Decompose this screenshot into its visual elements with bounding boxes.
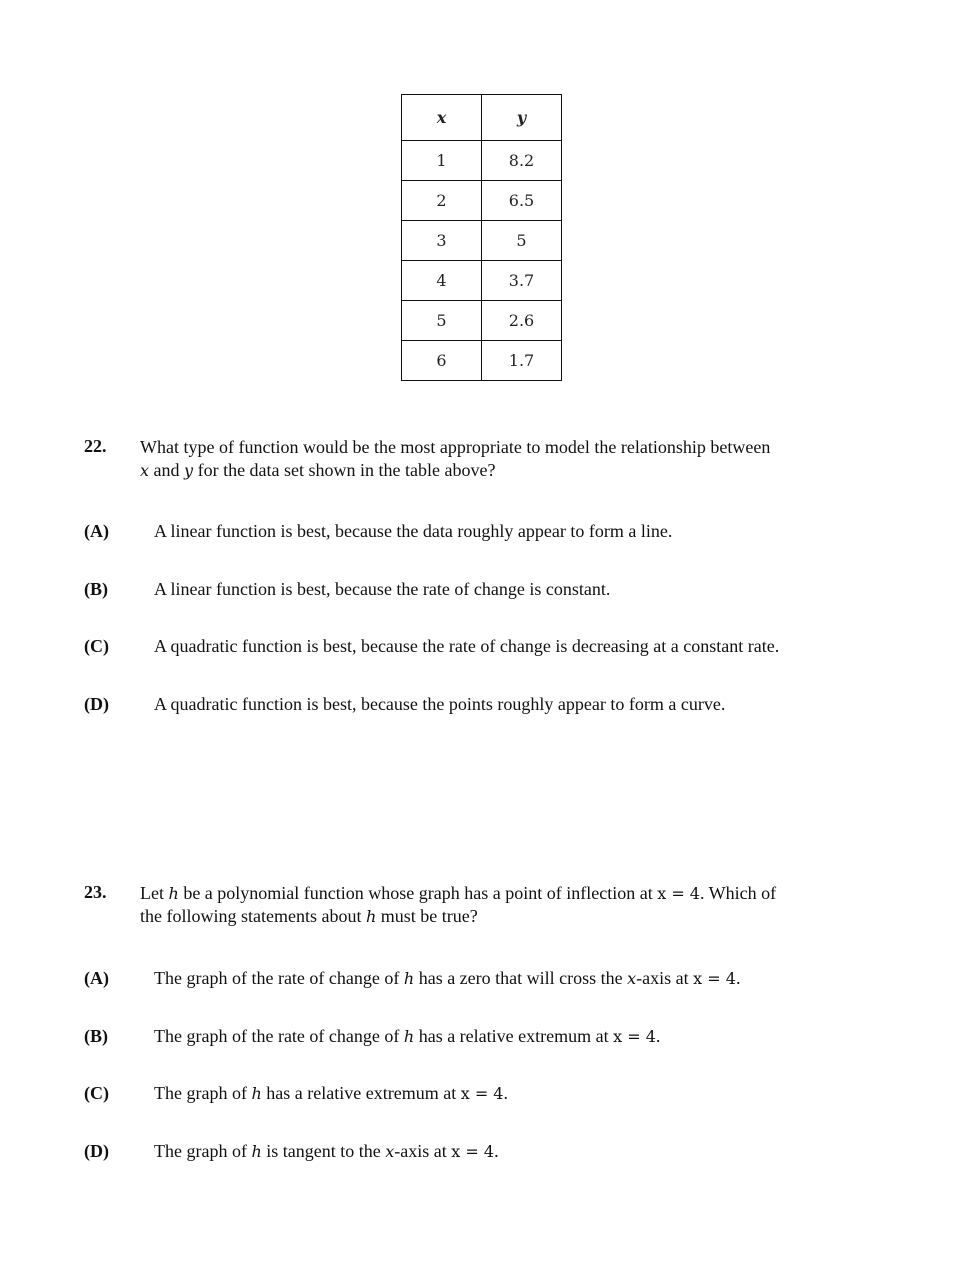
- choice-text-part: The graph of: [154, 1083, 252, 1103]
- choice-text: [154, 968, 740, 989]
- choice-text-part: .: [503, 1083, 508, 1103]
- choice-text: A linear function is best, because the rate of change is constant.: [154, 579, 611, 599]
- column-header-x: x: [402, 95, 482, 141]
- cell-x: 6: [402, 341, 482, 381]
- choice-text-part: has a relative extremum at: [261, 1083, 461, 1103]
- question-number: 22.: [84, 436, 107, 456]
- choice-letter: (B): [84, 1026, 108, 1046]
- cell-x: 2: [402, 181, 482, 221]
- question-stem-line-2: [140, 459, 880, 482]
- question-stem-line-2: [140, 905, 880, 928]
- cell-x: 4: [402, 261, 482, 301]
- q23-choice-c[interactable]: [84, 1083, 904, 1107]
- choice-letter: (A): [84, 521, 109, 541]
- data-table: [401, 94, 562, 381]
- choice-letter: (C): [84, 636, 109, 656]
- choice-text: A linear function is best, because the data roughly appear to form a line.: [154, 521, 673, 541]
- question-stem-line-1: What type of function would be the most appropriate to model the relationship between: [140, 437, 771, 457]
- var-h: h: [251, 1084, 262, 1103]
- question-stem: [140, 882, 880, 928]
- q22-choice-d[interactable]: [84, 694, 904, 718]
- q22-choice-b[interactable]: [84, 579, 904, 603]
- choice-letter: (B): [84, 579, 108, 599]
- choice-text-part: -axis at: [394, 1141, 452, 1161]
- table-row: [402, 301, 562, 341]
- choice-text-part: .: [494, 1141, 499, 1161]
- choice-letter: (D): [84, 694, 109, 714]
- equation-x-equals-4: x = 4: [460, 1084, 504, 1103]
- choice-text: A quadratic function is best, because the rate of change is decreasing at a constant rate.: [154, 636, 780, 656]
- choice-text: A quadratic function is best, because the points roughly appear to form a curve.: [154, 694, 726, 714]
- table-header-row: [402, 95, 562, 141]
- cell-y: 1.7: [482, 341, 562, 381]
- stem-text: . Which of: [699, 883, 777, 903]
- stem-text: be a polynomial function whose graph has a point of inflection at: [178, 883, 658, 903]
- equation-x-equals-4: x = 4: [693, 969, 736, 988]
- var-h: h: [403, 969, 415, 988]
- choice-text-part: .: [735, 968, 741, 988]
- q23-choice-d[interactable]: [84, 1141, 904, 1165]
- cell-x: 3: [402, 221, 482, 261]
- equation-x-equals-4: x = 4: [657, 884, 700, 903]
- q22-choice-c[interactable]: [84, 636, 904, 660]
- table-row: [402, 341, 562, 381]
- choice-text: [154, 1141, 499, 1162]
- var-h: h: [251, 1142, 262, 1161]
- var-x: x: [627, 969, 637, 988]
- choice-letter: (A): [84, 968, 109, 988]
- var-h: h: [403, 1027, 415, 1046]
- table-row: [402, 261, 562, 301]
- cell-y: 8.2: [482, 141, 562, 181]
- table-row: [402, 221, 562, 261]
- question-stem: [140, 436, 880, 482]
- question-number: 23.: [84, 882, 107, 902]
- stem-text: Let: [140, 883, 169, 903]
- column-header-y: y: [482, 95, 562, 141]
- choice-text-part: -axis at: [636, 968, 694, 988]
- cell-y: 6.5: [482, 181, 562, 221]
- cell-x: 1: [402, 141, 482, 181]
- equation-x-equals-4: x = 4: [451, 1142, 495, 1161]
- var-h: h: [168, 884, 179, 903]
- table-row: [402, 141, 562, 181]
- q23-choice-b[interactable]: [84, 1026, 904, 1050]
- choice-text-part: has a zero that will cross the: [414, 968, 628, 988]
- choice-text-part: The graph of the rate of change of: [154, 968, 404, 988]
- stem-text: must be true?: [376, 906, 478, 926]
- var-x: x: [385, 1142, 395, 1161]
- equation-x-equals-4: x = 4: [613, 1027, 656, 1046]
- choice-text-part: The graph of the rate of change of: [154, 1026, 404, 1046]
- q23-choice-a[interactable]: [84, 968, 904, 992]
- cell-y: 3.7: [482, 261, 562, 301]
- choice-text-part: .: [655, 1026, 661, 1046]
- choice-letter: (C): [84, 1083, 109, 1103]
- choice-letter: (D): [84, 1141, 109, 1161]
- var-y: y: [184, 461, 194, 480]
- choice-text: [154, 1026, 660, 1047]
- cell-x: 5: [402, 301, 482, 341]
- choice-text: [154, 1083, 508, 1104]
- stem-text: for the data set shown in the table above?: [193, 460, 496, 480]
- stem-text: the following statements about: [140, 906, 366, 926]
- choice-text-part: is tangent to the: [261, 1141, 386, 1161]
- table-row: [402, 181, 562, 221]
- question-stem-line-1: [140, 882, 880, 905]
- stem-text: and: [149, 460, 185, 480]
- q22-choice-a[interactable]: [84, 521, 904, 545]
- var-h: h: [365, 907, 377, 926]
- choice-text-part: The graph of: [154, 1141, 252, 1161]
- cell-y: 2.6: [482, 301, 562, 341]
- choice-text-part: has a relative extremum at: [414, 1026, 614, 1046]
- var-x: x: [140, 461, 150, 480]
- cell-y: 5: [482, 221, 562, 261]
